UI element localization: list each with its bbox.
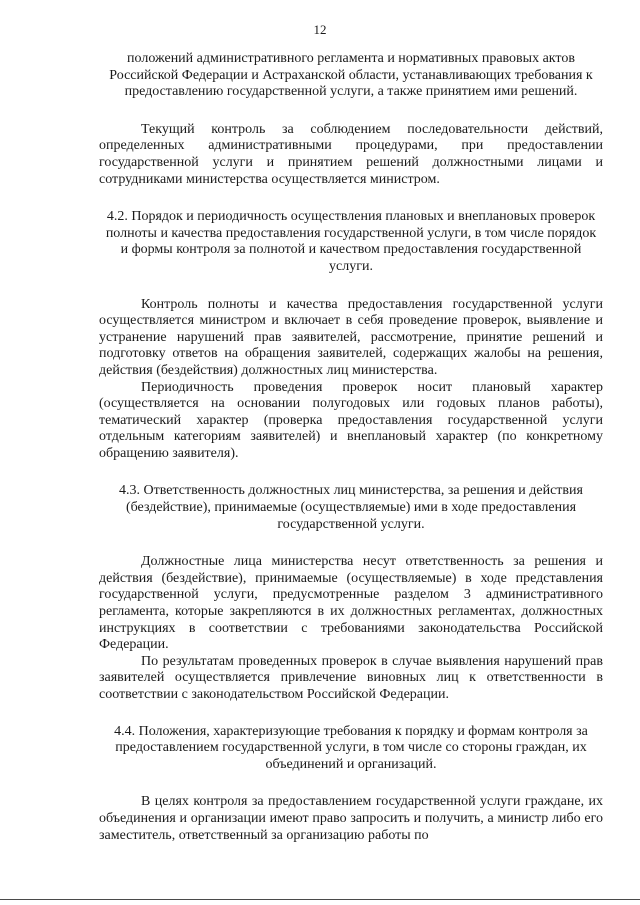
section-heading-4-3: 4.3. Ответственность должностных лиц министерства, за решения и действия (бездействие), принимаемые (осуществляемые) ими в ходе предоставления государственной услуги. — [119, 483, 583, 532]
paragraph-4-3-responsibility: Должностные лица министерства несут ответственность за решения и действия (бездействие), принимаемые (осуществляемые) в ходе представления государственной услуги, предусмотренные разделом 3 административного регламента, которые закрепляются в их должностных регламентах, должностных инструкциях в соответствии с требованиями законодательства Российской Федерации. — [99, 554, 603, 653]
document-body — [99, 51, 603, 844]
paragraph-4-2-periodicity: Периодичность проведения проверок носит плановый характер (осуществляется на основании полугодовых или годовых планов работы), тематический характер (проверка предоставления государственной услуги отдельным категориям заявителей) и внеплановый характер (по конкретному обращению заявителя). — [99, 379, 603, 461]
page-bottom-edge — [0, 899, 640, 900]
current-control-paragraph: Текущий контроль за соблюдением последовательности действий, определенных административными процедурами, при предоставлении государственной услуги и принятием решений должностными лицами и сотрудниками министерства осуществляется министром. — [99, 121, 603, 187]
page-number: 12 — [313, 22, 327, 37]
continuation-paragraph: положений административного регламента и нормативных правовых актов Российской Федерации и Астраханской области, устанавливающих требования к предоставлению государственной услуги, а также принятием ими решений. — [109, 51, 593, 100]
paragraph-4-4-citizens: В целях контроля за предоставлением государственной услуги граждане, их объединения и организации имеют право запросить и получить, а министр либо его заместитель, ответственный за организацию работы по — [99, 794, 603, 843]
section-heading-4-2: 4.2. Порядок и периодичность осуществления плановых и внеплановых проверок полноты и качества предоставления государственной услуги, в том числе порядок и формы контроля за полнотой и качеством предоставления государственной услуги. — [105, 209, 597, 274]
paragraph-4-2-control: Контроль полноты и качества предоставления государственной услуги осуществляется министром и включает в себя проведение проверок, выявление и устранение нарушений прав заявителей, рассмотрение, принятие решений и подготовку ответов на обращения заявителей, содержащих жалобы на решения, действия (бездействия) должностных лиц министерства. — [99, 296, 603, 378]
section-heading-4-4: 4.4. Положения, характеризующие требования к порядку и формам контроля за предоставлением государственной услуги, в том числе со стороны граждан, их объединений и организаций. — [114, 723, 588, 772]
paragraph-4-3-results: По результатам проведенных проверок в случае выявления нарушений прав заявителей осуществляется привлечение виновных лиц к ответственности в соответствии с законодательством Российской Федерации. — [99, 653, 603, 702]
